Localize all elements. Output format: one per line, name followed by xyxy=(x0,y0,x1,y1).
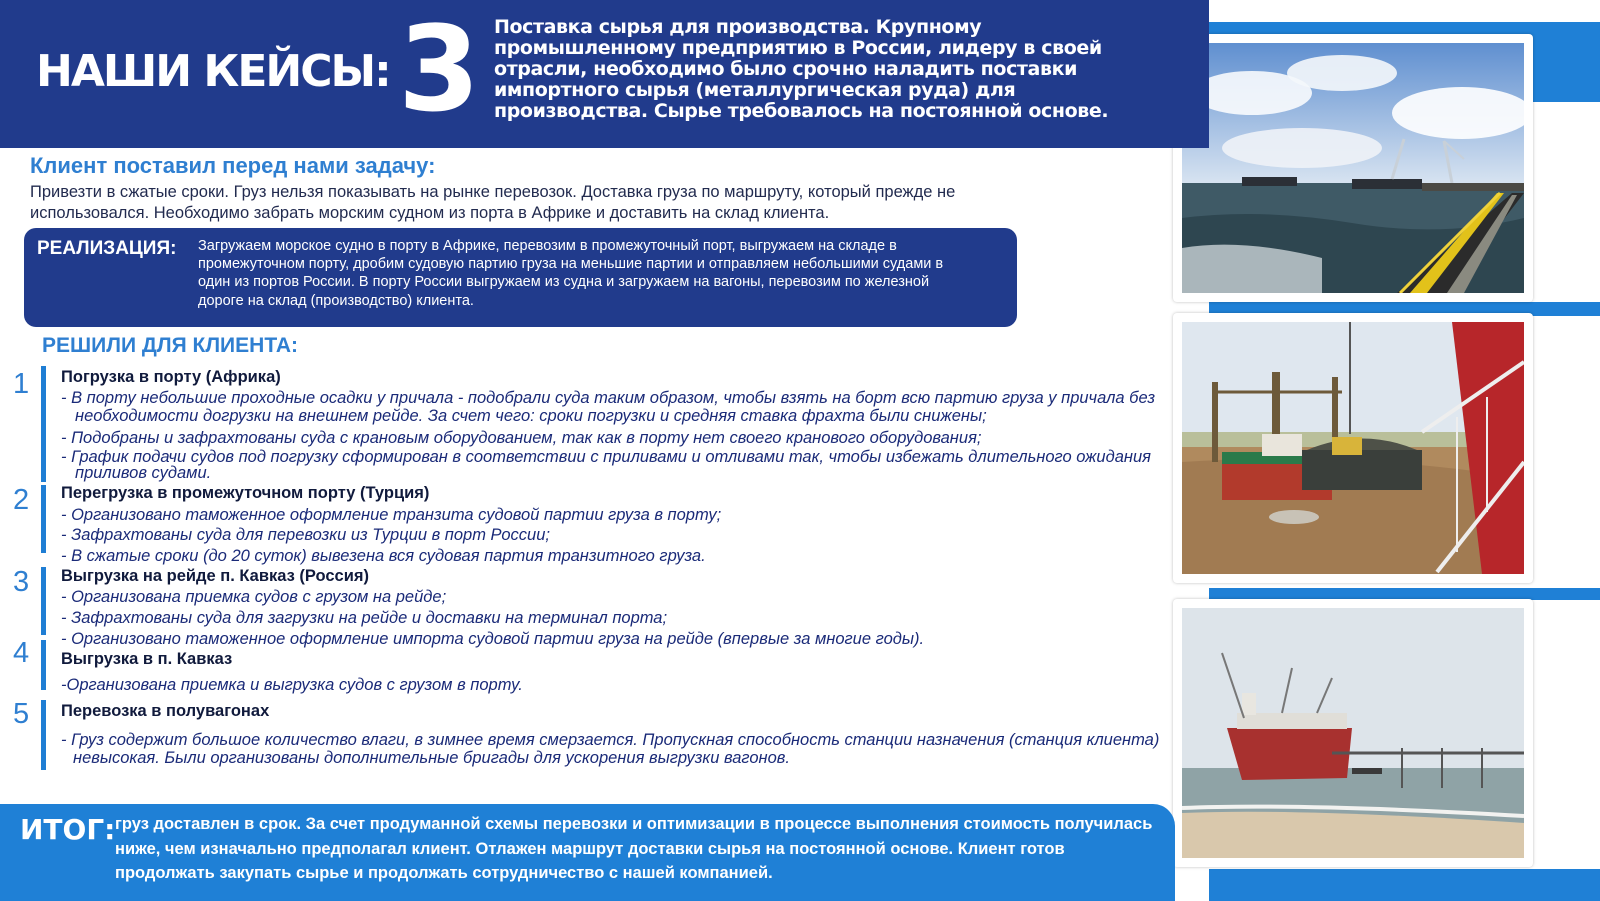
photo-ship-shore xyxy=(1173,599,1533,867)
step-item: - График подачи судов под погрузку сформирован в соответствии с приливами и отливами так, чтобы избежать длительного ожидания приливов судами. xyxy=(61,448,1151,482)
task-text: Привезти в сжатые сроки. Груз нельзя показывать на рынке перевозок. Доставка груза по маршруту, который прежде не использовался. Необходимо забрать морским судном из порта в Африке и доставить на склад клиента. xyxy=(30,183,956,222)
task-heading: Клиент поставил перед нами задачу: xyxy=(30,153,436,178)
step-item: - Организовано таможенное оформление импорта судовой партии груза на рейде (впервые за многие годы). xyxy=(61,630,925,648)
result-box xyxy=(0,804,1175,901)
step-item: - Груз содержит большое количество влаги, в зимнее время смерзается. Пропускная способность станции назначения (станция клиента) невысокая. Были организованы дополнительные бригады для ускорения выгрузки вагонов. xyxy=(61,731,1160,767)
step-item: - Подобраны и зафрахтованы суда с крановым оборудованием, так как в порту нет своего кранового оборудования; xyxy=(61,429,982,447)
page-title: НАШИ КЕЙСЫ: xyxy=(36,46,390,97)
case-header xyxy=(0,0,1209,148)
step-bar xyxy=(41,700,46,770)
step-number: 1 xyxy=(13,368,30,400)
step-bar xyxy=(41,567,46,635)
step-item: - Организована приемка судов с грузом на рейде; xyxy=(61,588,447,606)
step-title: Перевозка в полувагонах xyxy=(61,702,270,720)
result-label: ИТОГ: xyxy=(20,813,116,846)
step-item: - Организовано таможенное оформление транзита судовой партии груза в порту; xyxy=(61,506,722,524)
step-number: 4 xyxy=(13,637,30,669)
step-title: Выгрузка в п. Кавказ xyxy=(61,650,233,668)
step-title: Выгрузка на рейде п. Кавказ (Россия) xyxy=(61,567,369,585)
solved-heading: РЕШИЛИ ДЛЯ КЛИЕНТА: xyxy=(42,334,298,357)
implementation-text: Загружаем морское судно в порту в Африке, перевозим в промежуточный порт, выгружаем на складе в промежуточном порту, дробим судовую партию груза на меньшие партии и отправляем небольшими судами в один из портов России. В порту России выгружаем из судна и загружаем на вагоны, перевозим по железной дороге на склад (производство) клиента. xyxy=(198,238,944,309)
implementation-box xyxy=(24,228,1017,327)
result-text: груз доставлен в срок. За счет продуманной схемы перевозки и оптимизации в процессе выполнения стоимость получилась ниже, чем изначально предполагал клиент. Отлажен маршрут доставки сырья на постоянной основе. Клиент готов продолжать закупать сырье и продолжать сотрудничество с нашей компанией. xyxy=(115,815,1153,882)
step-item: - В порту небольшие проходные осадки у причала - подобрали суда таким образом, чтобы взять на борт всю партию груза у причала без необходимости догрузки на внешнем рейде. За счет чего: сроки погрузки и средняя ставка фрахта были снижены; xyxy=(61,389,1156,425)
photo-barge-loading xyxy=(1173,313,1533,583)
photo-conveyor-pier xyxy=(1173,34,1533,302)
blue-band xyxy=(1209,869,1600,901)
step-item: - В сжатые сроки (до 20 суток) вывезена вся судовая партия транзитного груза. xyxy=(61,547,706,565)
step-item: - Зафрахтованы суда для перевозки из Турции в порт России; xyxy=(61,526,550,544)
step-number: 5 xyxy=(13,698,30,730)
step-bar xyxy=(41,485,46,553)
case-number: 3 xyxy=(398,0,479,138)
case-description: Поставка сырья для производства. Крупному промышленному предприятию в России, лидеру в своей отрасли, необходимо было срочно наладить поставки импортного сырья (металлургическая руда) для производства. Сырье требовалось на постоянной основе. xyxy=(494,16,1109,122)
implementation-label: РЕАЛИЗАЦИЯ: xyxy=(37,238,177,259)
step-number: 3 xyxy=(13,566,30,598)
step-bar xyxy=(41,640,46,690)
step-number: 2 xyxy=(13,484,30,516)
step-title: Погрузка в порту (Африка) xyxy=(61,368,281,386)
step-item: - Зафрахтованы суда для загрузки на рейде и доставки на терминал порта; xyxy=(61,609,668,627)
step-title: Перегрузка в промежуточном порту (Турция) xyxy=(61,484,430,502)
step-bar xyxy=(41,366,46,482)
step-item: -Организована приемка и выгрузка судов с грузом в порту. xyxy=(61,676,523,694)
